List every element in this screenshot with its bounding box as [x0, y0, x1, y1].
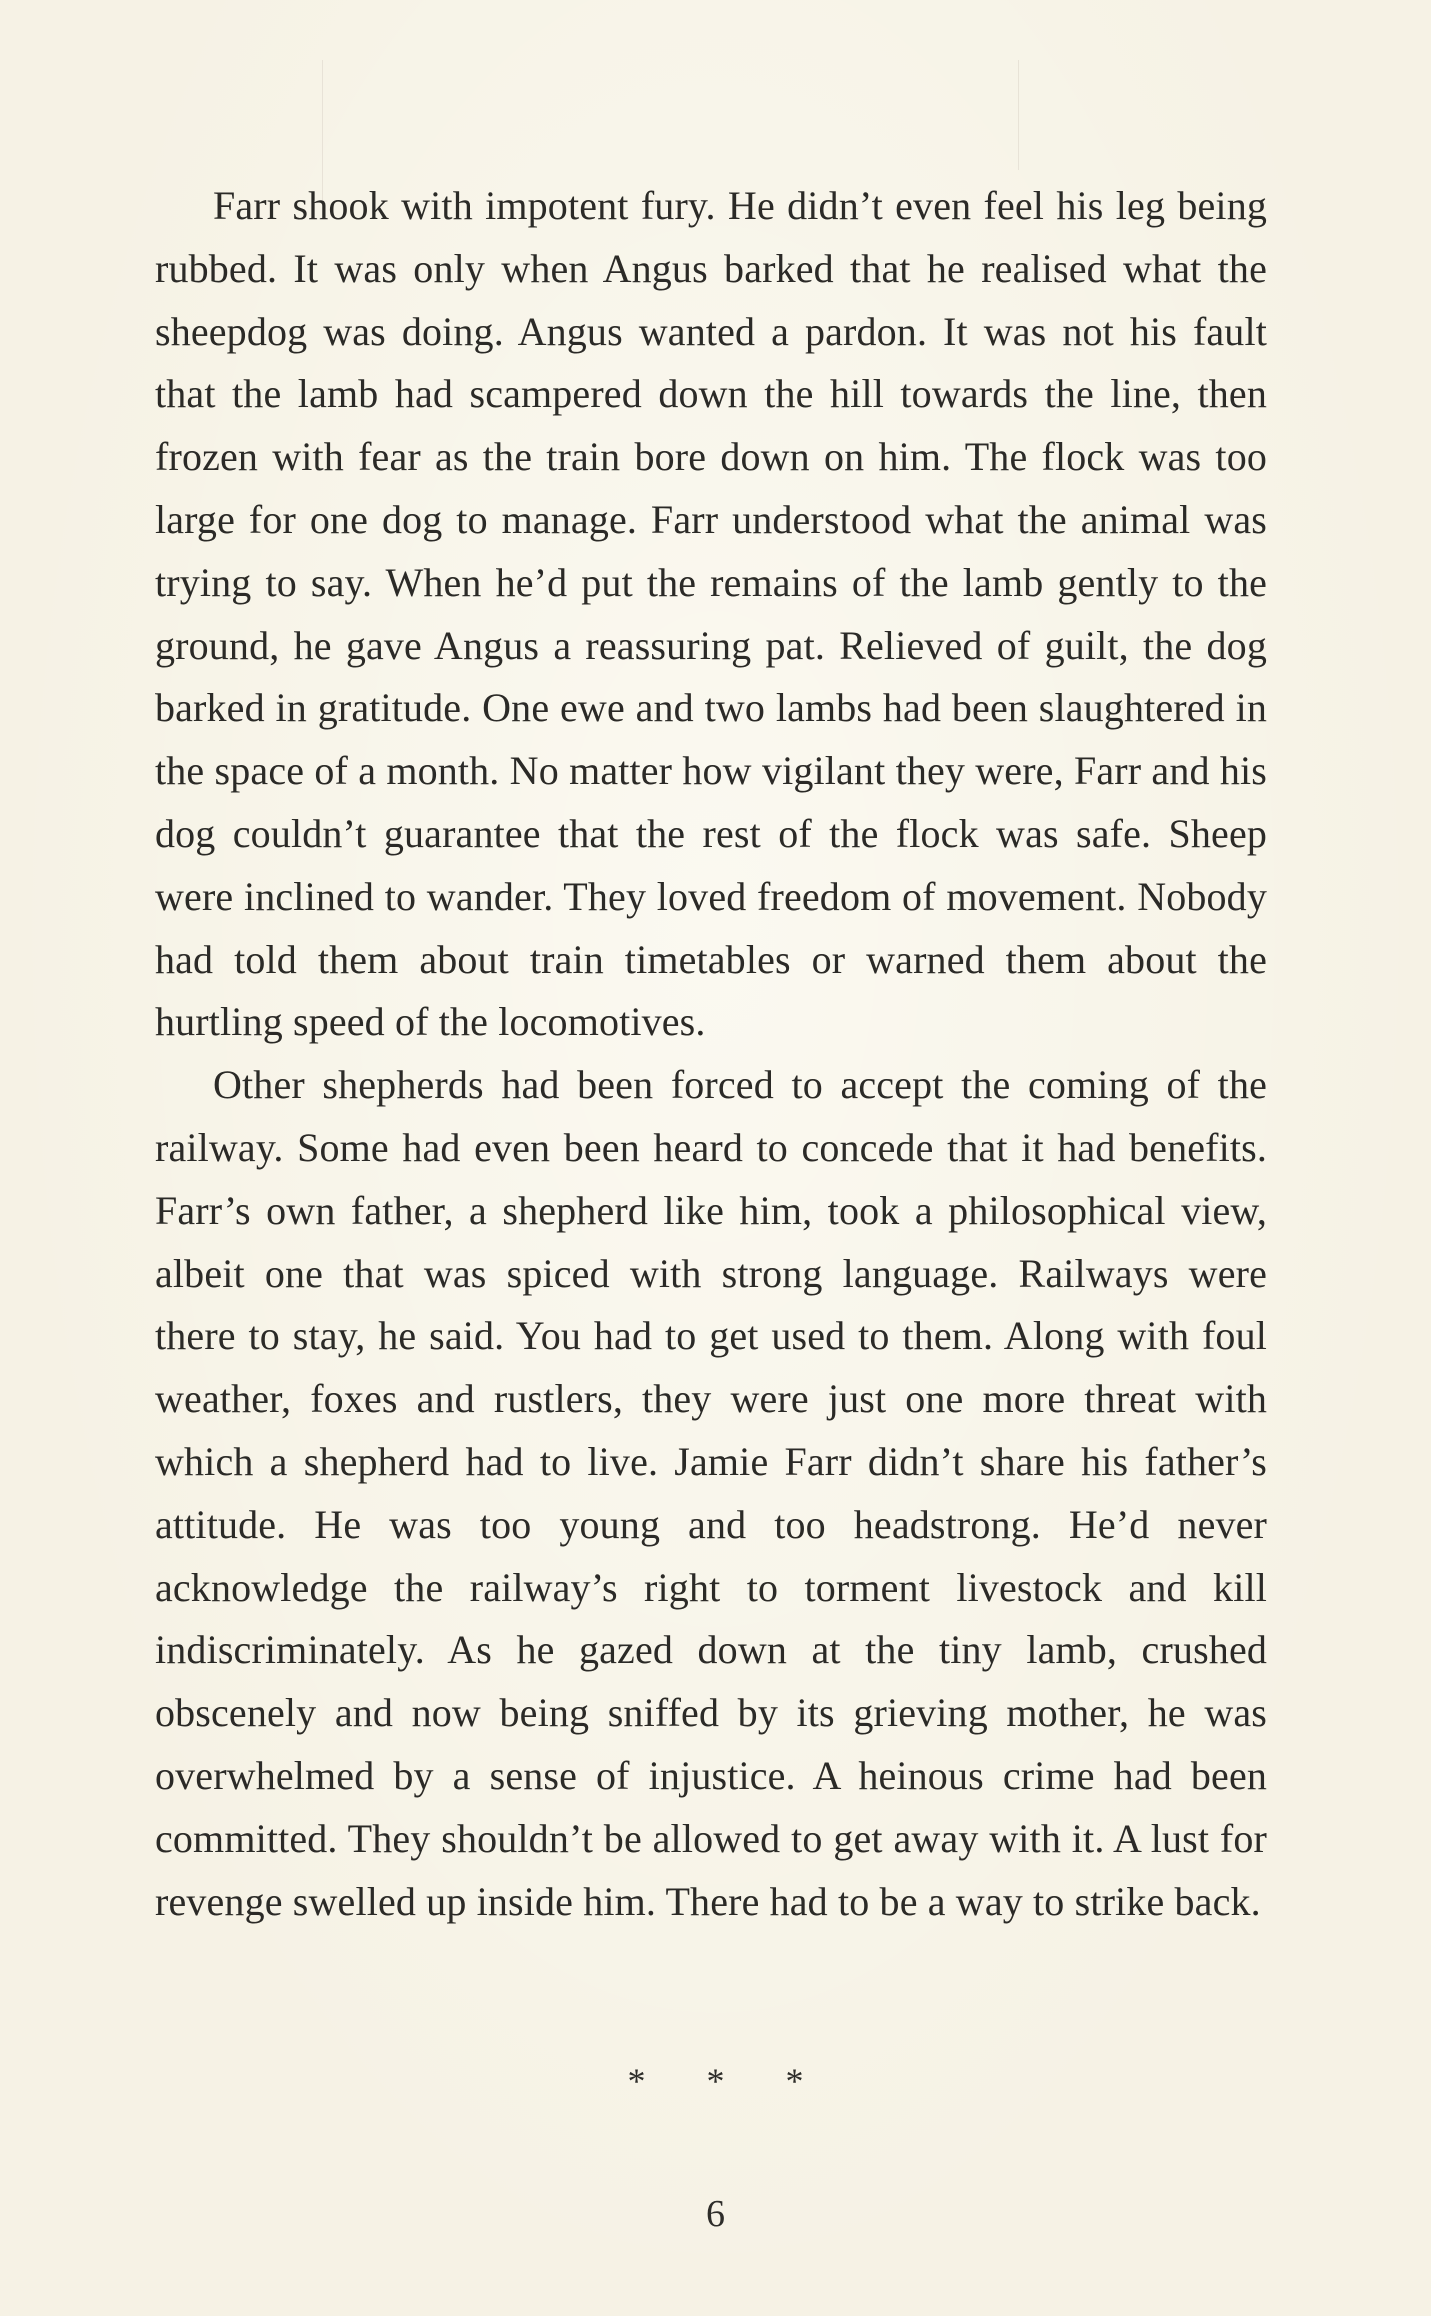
- page-number: 6: [706, 2193, 725, 2235]
- body-text: [155, 175, 1267, 1933]
- scan-crease-right: [1018, 60, 1019, 170]
- paragraph-1: Farr shook with impotent fury. He didn’t even feel his leg being rubbed. It was only when Angus barked that he realised what the sheepdog was doing. Angus wanted a pardon. It was not his fault that the lamb had scampered down the hill towards the line, then frozen with fear as the train bore down on him. The flock was too large for one dog to manage. Farr understood what the animal was trying to say. When he’d put the remains of the lamb gently to the ground, he gave Angus a reassuring pat. Relieved of guilt, the dog barked in gratitude. One ewe and two lambs had been slaughtered in the space of a month. No matter how vigilant they were, Farr and his dog couldn’t guarantee that the rest of the flock was safe. Sheep were inclined to wander. They loved freedom of movement. Nobody had told them about train timetables or warned them about the hurtling speed of the locomotives.: [155, 183, 1267, 1045]
- paragraph-2: Other shepherds had been forced to accept the coming of the railway. Some had even been heard to concede that it had benefits. Farr’s own father, a shepherd like him, took a philosophical view, albeit one that was spiced with strong language. Railways were there to stay, he said. You had to get used to them. Along with foul weather, foxes and rustlers, they were just one more threat with which a shepherd had to live. Jamie Farr didn’t share his father’s attitude. He was too young and too headstrong. He’d never acknowledge the railway’s right to torment livestock and kill indiscriminately. As he gazed down at the tiny lamb, crushed obscenely and now being sniffed by its grieving mother, he was overwhelmed by a sense of injustice. A heinous crime had been committed. They shouldn’t be allowed to get away with it. A lust for revenge swelled up inside him. There had to be a way to strike back.: [155, 1062, 1267, 1924]
- scene-break: * * *: [627, 2061, 830, 2101]
